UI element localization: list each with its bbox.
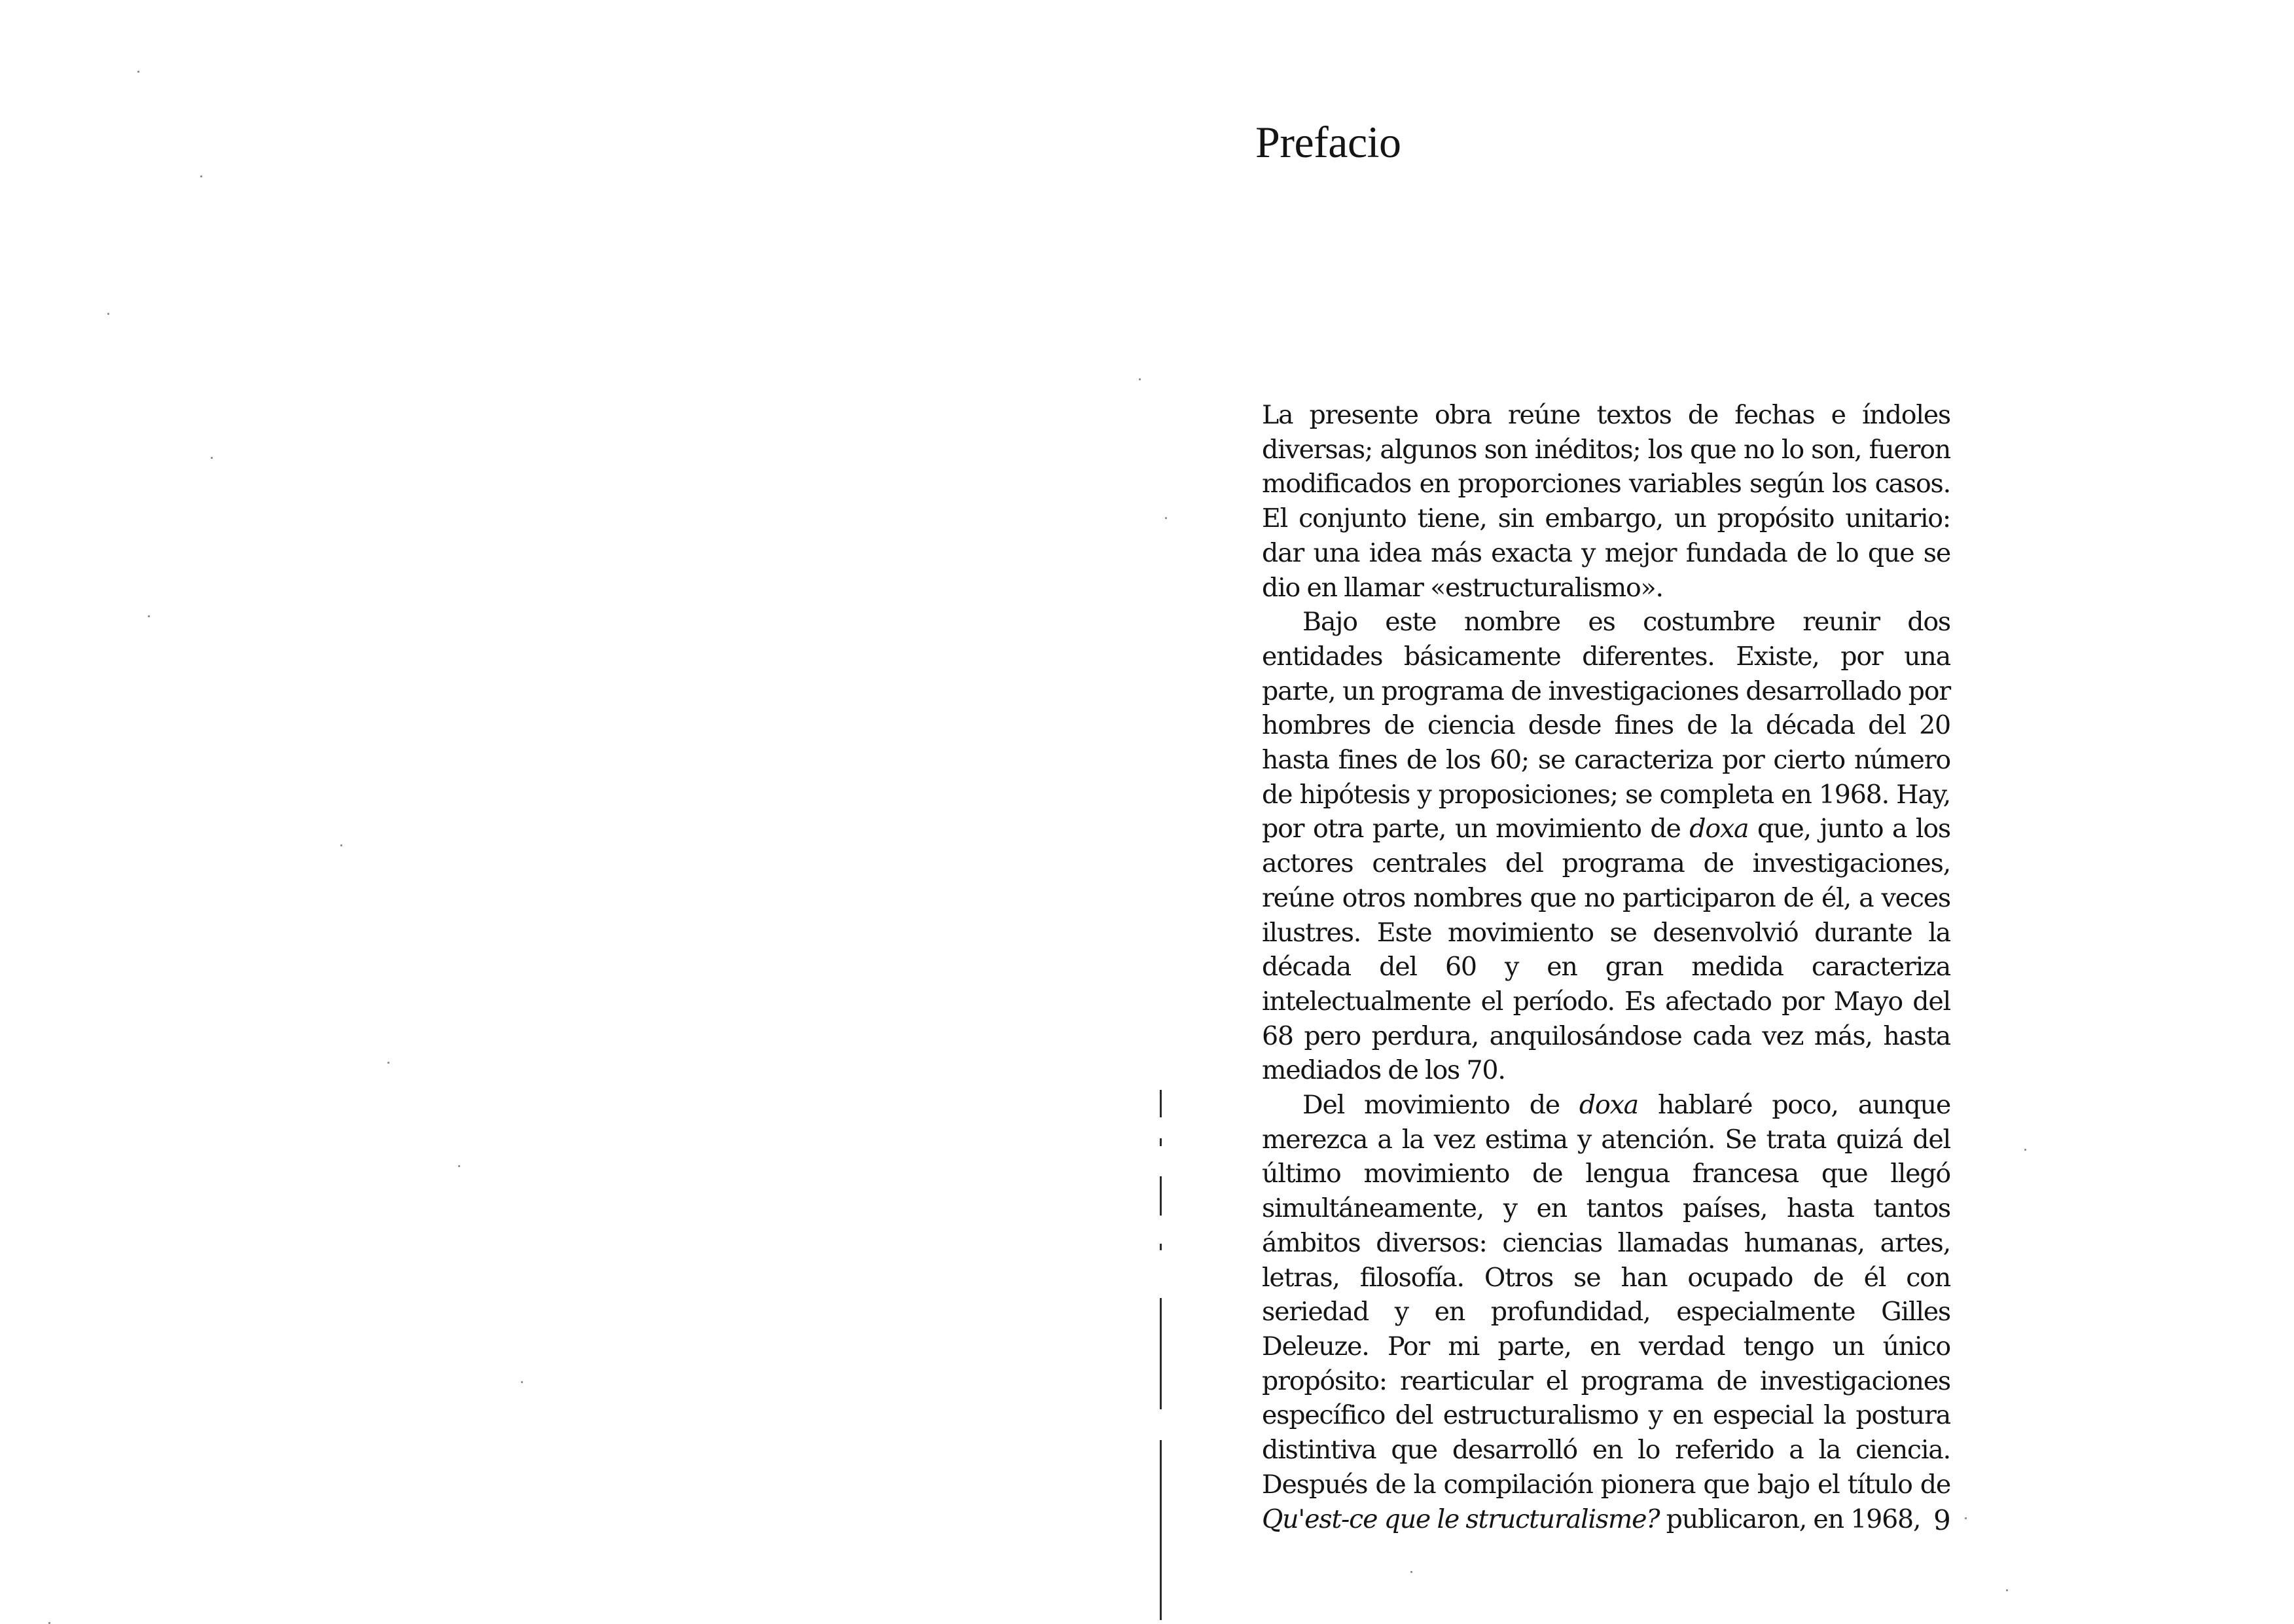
scan-speck: [200, 175, 202, 177]
italic-term-doxa: doxa: [1689, 814, 1749, 844]
scan-speck: [1139, 378, 1141, 380]
italic-term-doxa: doxa: [1579, 1090, 1639, 1121]
paragraph-2-text-start: Bajo este nombre es costumbre reunir dos entidades básicamente diferentes. Existe, por una parte, un programa de investigaciones desarrollado por hombres de ciencia desde fines de la década del 20 hasta fines de los 60; se caracteriza por cierto número de hipótesis y proposiciones; se completa en 1968. Hay, por otra parte, un movimiento de: [1262, 607, 1950, 844]
scan-speck: [148, 615, 150, 617]
paragraph-3-text-middle: hablaré poco, aunque merezca a la vez estima y atención. Se trata quizá del último movimiento de lengua francesa que llegó simultáneamente, y en tantos países, hasta tantos ámbitos diversos: ciencias llamadas humanas, artes, letras, filosofía. Otros se han ocupado de él con seriedad y en profundidad, especialmente Gilles Deleuze. Por mi parte, en verdad tengo un único propósito: rearticular el programa de investigaciones específico del estructuralismo y en especial la postura distintiva que desarrolló en lo referido a la ciencia. Después de la compilación pionera que bajo el título de: [1262, 1090, 1951, 1500]
scan-speck: [521, 1381, 523, 1383]
paragraph-3: [1262, 1088, 1950, 1536]
italic-book-title: Qu'est-ce que le structuralisme?: [1262, 1504, 1660, 1534]
scan-speck: [2006, 1589, 2008, 1591]
scan-speck: [211, 457, 213, 459]
scan-speck: [387, 1062, 389, 1064]
body-text: [1262, 398, 1950, 1536]
scan-speck: [2024, 1149, 2026, 1151]
paragraph-1: [1262, 398, 1950, 605]
scan-speck: [340, 844, 342, 846]
paragraph-2: [1262, 605, 1950, 1088]
page-number: 9: [1933, 1504, 1951, 1536]
scan-speck: [107, 313, 109, 315]
paragraph-3-text-end: publicaron, en 1968,: [1666, 1504, 1921, 1534]
scan-speck: [1410, 1571, 1412, 1573]
paragraph-2-text-end: que, junto a los actores centrales del programa de investigaciones, reúne otros nombres que no participaron de él, a veces ilustres. Este movimiento se desenvolvió durante la década del 60 y en gran medida caracteriza intelectualmente el período. Es afectado por Mayo del 68 pero perdura, anquilosándose cada vez más, hasta mediados de los 70.: [1262, 814, 1950, 1086]
chapter-title: Prefacio: [1255, 117, 1401, 167]
scan-speck: [137, 71, 139, 73]
scan-speck: [1965, 1517, 1967, 1519]
paragraph-1-text: La presente obra reúne textos de fechas e índoles diversas; algunos son inéditos; los que no lo son, fueron modificados en proporciones variables según los casos. El conjunto tiene, sin embargo, un propósito unitario: dar una idea más exacta y mejor fundada de lo que se dio en llamar «estructuralismo».: [1262, 400, 1950, 603]
paragraph-3-text-start: Del movimiento de: [1302, 1090, 1560, 1121]
scan-speck: [458, 1165, 460, 1167]
